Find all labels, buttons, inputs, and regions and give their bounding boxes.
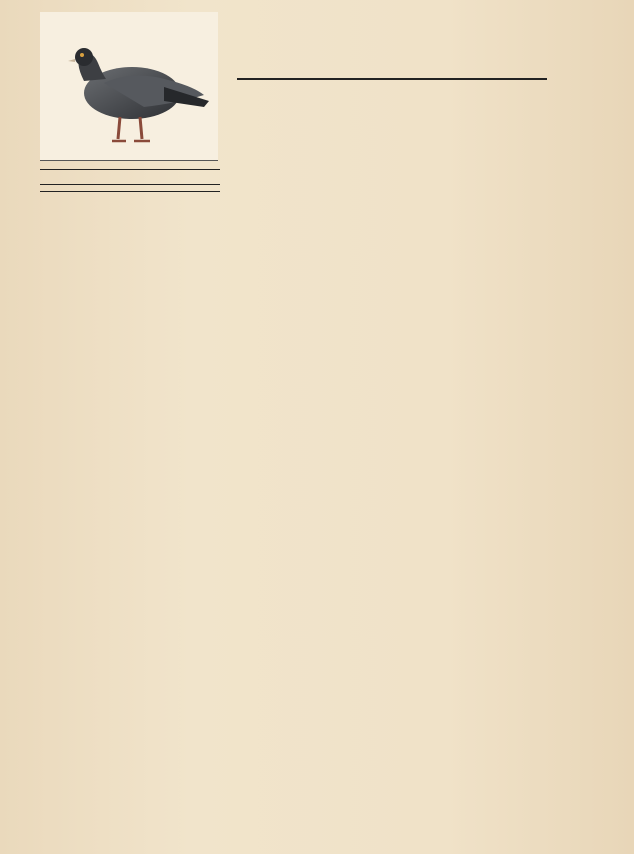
middle-column: [233, 132, 429, 164]
divider: [40, 184, 220, 185]
left-column: [40, 12, 220, 208]
right-column: [436, 132, 632, 140]
divider: [40, 191, 220, 192]
title-rule: [237, 78, 547, 80]
divider: [40, 169, 220, 170]
page-header: [233, 40, 634, 130]
pigeon-photo: [40, 12, 218, 161]
pigeon-image: [44, 21, 214, 151]
